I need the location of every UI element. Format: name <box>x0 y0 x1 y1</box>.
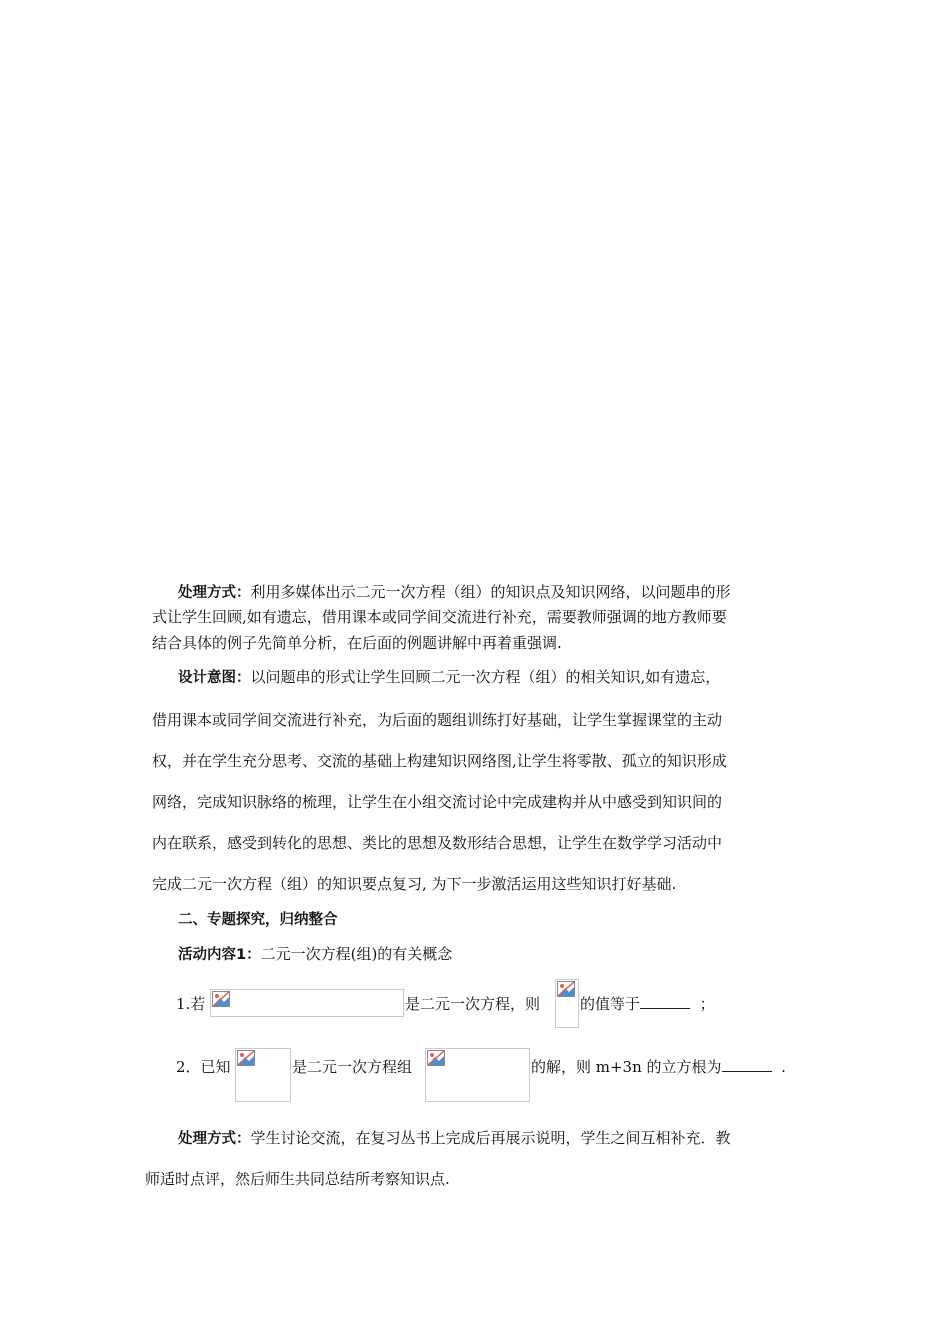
q1-middle: 是二元一次方程，则 <box>405 995 541 1013</box>
p1-line1 <box>178 582 731 603</box>
q1-equation-image <box>210 989 404 1017</box>
broken-image-icon <box>237 1050 255 1066</box>
broken-image-icon <box>212 991 230 1007</box>
p2-line6: 完成二元一次方程（组）的知识要点复习, 为下一步激活运用这些知识打好基础. <box>152 875 677 893</box>
q2-prefix: 2．已知 <box>176 1058 231 1076</box>
q1-prefix: 1.若 <box>176 995 206 1013</box>
q1-suffix <box>580 994 715 1014</box>
p3-line2: 师适时点评，然后师生共同总结所考察知识点. <box>145 1170 450 1188</box>
p2-text-1: 以问题串的形式让学生回顾二元一次方程（组）的相关知识,如有遗忘， <box>250 668 721 686</box>
p2-line1 <box>178 667 720 688</box>
p3-line1 <box>178 1128 731 1149</box>
section-heading: 二、专题探究，归纳整合 <box>178 912 338 928</box>
q2-root-text: 的解，则 m+3n 的立方根为 <box>531 1058 722 1076</box>
activity-text: 二元一次方程(组)的有关概念 <box>260 945 453 963</box>
broken-image-icon <box>427 1050 445 1066</box>
p2-line3: 权，并在学生充分思考、交流的基础上构建知识网络图,让学生将零散、孤立的知识形成 <box>152 752 727 770</box>
p2-line2: 借用课本或同学间交流进行补充，为后面的题组训练打好基础，让学生掌握课堂的主动 <box>152 711 723 729</box>
q1-end: ； <box>699 995 715 1013</box>
broken-image-icon <box>557 981 575 997</box>
p3-label: 处理方式： <box>178 1131 251 1147</box>
p1-line2: 式让学生回顾,如有遗忘，借用课本或同学间交流进行补充，需要教师强调的地方教师要 <box>152 608 727 626</box>
p1-text-1: 利用多媒体出示二元一次方程（组）的知识点及知识网络，以问题串的形 <box>250 583 731 601</box>
p2-line4: 网络，完成知识脉络的梳理，让学生在小组交流讨论中完成建构并从中感受到知识间的 <box>152 793 723 811</box>
activity-line <box>178 944 452 965</box>
q1-value-text: 的值等于 <box>580 995 641 1013</box>
p1-label: 处理方式： <box>178 585 251 601</box>
p3-text-1: 学生讨论交流，在复习丛书上完成后再展示说明，学生之间互相补充．教 <box>250 1129 731 1147</box>
q2-system-image <box>425 1048 530 1102</box>
activity-label: 活动内容1： <box>178 947 261 963</box>
p1-line3: 结合具体的例子先简单分析，在后面的例题讲解中再着重强调. <box>152 634 562 652</box>
p2-line5: 内在联系，感受到转化的思想、类比的思想及数形结合思想，让学生在数学学习活动中 <box>152 834 723 852</box>
q2-middle: 是二元一次方程组 <box>292 1058 413 1076</box>
q2-solution-image <box>235 1048 291 1102</box>
p2-label: 设计意图： <box>178 670 251 686</box>
q1-answer-blank[interactable] <box>640 994 690 1009</box>
q2-answer-blank[interactable] <box>722 1057 772 1072</box>
q2-end: . <box>781 1058 786 1076</box>
q2-suffix <box>531 1057 786 1077</box>
q1-expression-image <box>555 979 579 1028</box>
